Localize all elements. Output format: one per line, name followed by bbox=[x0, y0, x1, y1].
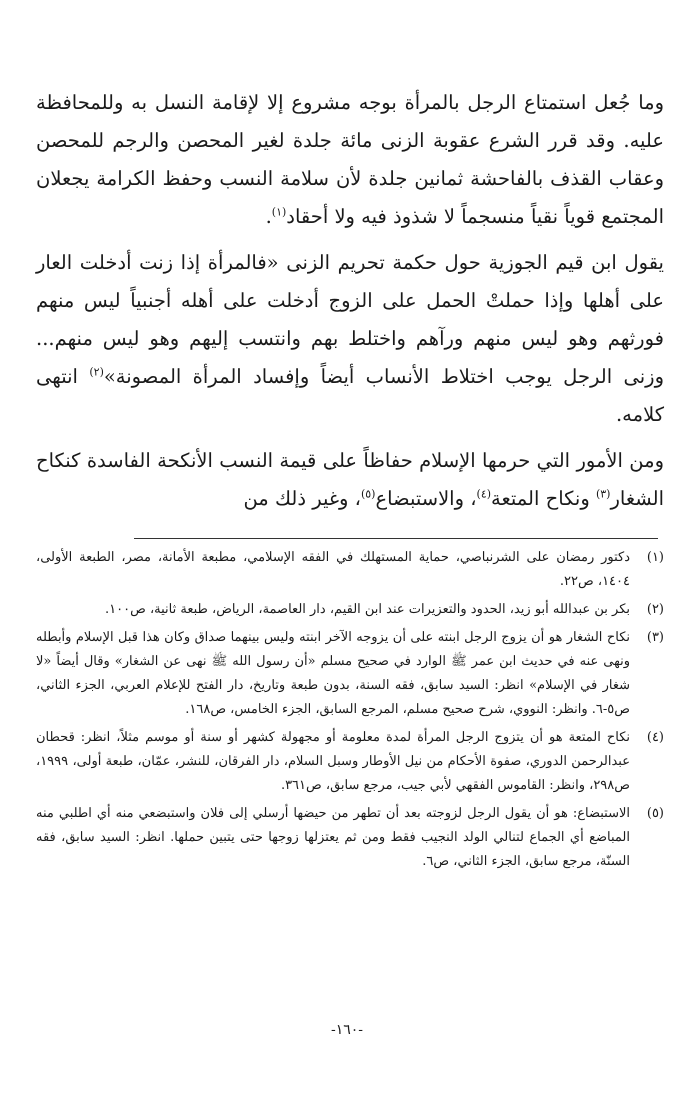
footnote-ref-1[interactable]: (١) bbox=[271, 205, 287, 219]
paragraph-2: يقول ابن قيم الجوزية حول حكمة تحريم الزنى «فالمرأة إذا زنت أدخلت العار على أهلها وإذا حملتْ الحمل على الزوج أدخلت على أهله أجنبياً ليس منهم فورثهم وهو ليس منهم ورآهم واختلط بهم وانتسب إليهم وهو ليس منهم... وزنى الرجل يوجب اختلاط الأنساب أيضاً وإفساد المرأة المصونة»$^{(٢)}$ انتهى كلامه. bbox=[36, 251, 664, 426]
paragraph-1: وما جُعل استمتاع الرجل بالمرأة بوجه مشروع إلا لإقامة النسل به وللمحافظة عليه. وقد قرر الشرع عقوبة الزنى مائة جلدة لغير المحصن والرجم للمحصن وعقاب القذف بالفاحشة ثمانين جلدة لأن سلامة النسب وحفظ الكرامة يجعلان المجتمع قوياً نقياً منسجماً لا شذوذ فيه ولا أحقاد$^{(١)}$. bbox=[36, 91, 664, 228]
footnote-4 bbox=[36, 726, 664, 798]
footnote-ref-2[interactable]: (٢) bbox=[89, 365, 104, 379]
footnote-1 bbox=[36, 546, 664, 594]
footnote-ref-3[interactable]: (٣) bbox=[595, 487, 611, 501]
footnote-ref-5[interactable]: (٥) bbox=[360, 487, 376, 501]
footnote-divider bbox=[134, 538, 658, 539]
main-text bbox=[36, 84, 664, 518]
footnote-number: (٣) bbox=[646, 630, 664, 645]
footnote-text: الاستبضاع: هو أن يقول الرجل لزوجته بعد أن تطهر من حيضها أرسلي إلى فلان واستبضعي منه أي اطلبي منه المباضع أي الجماع لتنالي الولد النجيب فقط ومن ثم يعتزلها زوجها حتى يتبين حملها. انظر: السيد سابق، فقه السنّة، مرجع سابق، الجزء الثاني، ص٦. bbox=[36, 806, 630, 869]
footnote-number: (١) bbox=[646, 550, 664, 565]
footnote-text: دكتور رمضان على الشرنباصي، حماية المستهلك في الفقه الإسلامي، مطبعة الأمانة، مصر، الطبعة الأولى، ١٤٠٤، ص٢٢. bbox=[36, 550, 630, 589]
footnote-text: بكر بن عبدالله أبو زيد، الحدود والتعزيرات عند ابن القيم، دار العاصمة، الرياض، طبعة ثانية، ص١٠٠. bbox=[105, 602, 630, 617]
paragraph-3: ومن الأمور التي حرمها الإسلام حفاظاً على قيمة النسب الأنكحة الفاسدة كنكاح الشغار$^{(٣)}$ ونكاح المتعة$^{(٤)}$، والاستبضاع$^{(٥)}$، وغير ذلك من bbox=[36, 449, 664, 510]
footnote-text: نكاح المتعة هو أن يتزوج الرجل المرأة لمدة معلومة أو مجهولة كشهر أو سنة أو موسم مثلاً، انظر: قحطان عبدالرحمن الدوري، صفوة الأحكام من نيل الأوطار وسبل السلام، دار الفرقان، للنشر، عمّان، طبعة أولى، ١٩٩٩، ص٢٩٨، وانظر: القاموس الفقهي لأبي جيب، مرجع سابق، ص٣٦١. bbox=[36, 730, 630, 793]
footnote-number: (٥) bbox=[646, 806, 664, 821]
footnote-text: نكاح الشغار هو أن يزوج الرجل ابنته على أن يزوجه الآخر ابنته وليس بينهما صداق وكان هذا قبل الإسلام وأبطله ونهى عنه في حديث ابن عمر ﷺ الوارد في صحيح مسلم «أن رسول الله ﷺ نهى عن الشغار» وقال أيضاً «لا شغار في الإسلام» انظر: السيد سابق، فقه السنة، بدون طبعة وتاريخ، دار الفتح للإعلام العربي، الجزء الثاني، ص٥-٦. وانظر: النووي، شرح صحيح مسلم، المرجع السابق، الجزء الخامس، ص١٦٨. bbox=[36, 630, 630, 717]
footnote-2 bbox=[36, 598, 664, 622]
footnote-number: (٢) bbox=[646, 602, 664, 617]
footnote-3 bbox=[36, 626, 664, 722]
page-number: -١٦٠- bbox=[330, 1022, 364, 1038]
footnote-number: (٤) bbox=[646, 730, 664, 745]
footnote-ref-4[interactable]: (٤) bbox=[476, 487, 492, 501]
footnotes bbox=[36, 546, 664, 878]
footnote-5 bbox=[36, 802, 664, 874]
